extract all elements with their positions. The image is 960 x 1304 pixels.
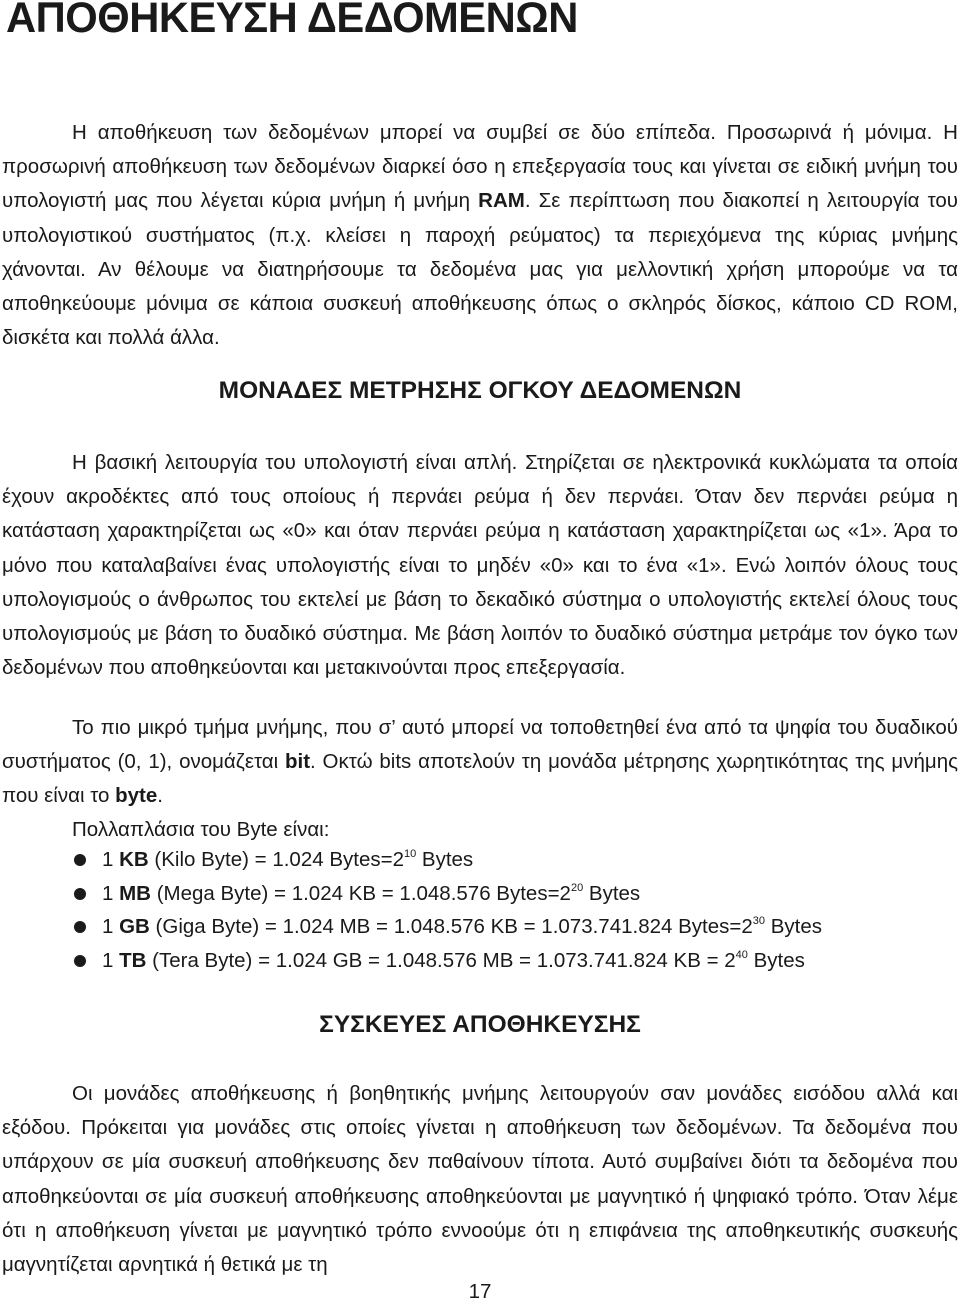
- exponent: 40: [735, 948, 748, 961]
- section-heading-units: ΜΟΝΑΔΕΣ ΜΕΤΡΗΣΗΣ ΟΓΚΟΥ ΔΕΔΟΜΕΝΩΝ: [218, 377, 742, 404]
- exponent: 20: [570, 881, 584, 894]
- unit-abbrev: GB: [119, 915, 150, 938]
- intro-text-1: Η αποθήκευση των δεδομένων μπορεί να συμβεί σε δύο επίπεδα. Προσωρινά ή μόνιμα. Η προσωρινή αποθήκευση των δεδομένων διαρκεί όσο η επεξεργασία τους και γίνεται σε ειδική μνήμη του υπολογιστή μας που λέγεται κύρια μνήμη ή μνήμη: [2, 121, 958, 213]
- list-item: 1 GB (Giga Byte) = 1.024 MB = 1.048.576 KB = 1.073.741.824 $Bytes=2^{30}$ Bytes: [0, 910, 822, 944]
- unit-abbrev: MB: [119, 881, 151, 905]
- unit-abbrev: TB: [119, 948, 147, 972]
- byte-multiples-list: [0, 843, 822, 977]
- ram-term: RAM: [478, 189, 525, 213]
- units-paragraph-2: [2, 711, 958, 814]
- page-number: 17: [468, 1280, 492, 1303]
- list-item: 1 MB (Mega Byte) = 1.024 KB = 1.048.576 $Bytes=2^{20}$ Bytes: [0, 877, 822, 911]
- exponent: 10: [403, 848, 417, 860]
- list-item: 1 KB (Kilo Byte) = 1.024 $Bytes=2^{10}$ Bytes: [0, 843, 822, 877]
- bullet-icon: [74, 921, 86, 933]
- intro-text-2: . Σε περίπτωση που διακοπεί η λειτουργία του υπολογιστικού συστήματος (π.χ. κλείσει η παροχή ρεύματος) τα περιεχόμενα της κύριας μνήμης χάνονται. Αν θέλουμε να διατηρήσουμε τα δεδομένα μας για μελλοντική χρήση μπορούμε να τα αποθηκεύουμε μόνιμα σε κάποια συσκευή αποθήκευσης όπως ο σκληρός δίσκος, κάποιο CD ROM, δισκέτα και πολλά άλλα.: [2, 189, 958, 350]
- byte-term: byte: [115, 784, 158, 808]
- page-title: ΑΠΟΘΗΚΕΥΣΗ ΔΕΔΟΜΕΝΩΝ: [6, 0, 578, 42]
- section-heading-devices: ΣΥΣΚΕΥΕΣ ΑΠΟΘΗΚΕΥΣΗΣ: [319, 1011, 641, 1038]
- bullet-icon: [74, 888, 86, 900]
- units-paragraph-1: Η βασική λειτουργία του υπολογιστή είναι απλή. Στηρίζεται σε ηλεκτρονικά κυκλώματα τα οποία έχουν ακροδέκτες από τους οποίους ή περνάει ρεύμα ή δεν περνάει. Όταν δεν περνάει ρεύμα η κατάσταση χαρακτηρίζεται ως «0» και όταν περνάει ρεύμα η κατάσταση χαρακτηρίζεται ως «1». Άρα το μόνο που καταλαβαίνει ένας υπολογιστής είναι το μηδέν «0» και το ένα «1». Ενώ λοιπόν όλους τους υπολογισμούς ο άνθρωπος του εκτελεί με βάση το δεκαδικό σύστημα ο υπολογιστής εκτελεί όλους τους υπολογισμούς με βάση το δυαδικό σύστημα. Με βάση λοιπόν το δυαδικό σύστημα μετράμε τον όγκο των δεδομένων που αποθηκεύονται και μετακινούνται προς επεξεργασία.: [2, 451, 958, 680]
- unit-abbrev: KB: [119, 848, 149, 871]
- bit-term: bit: [285, 750, 311, 774]
- units-p2-text-3: .: [157, 784, 163, 808]
- exponent: 30: [752, 915, 765, 927]
- list-item: 1 TB (Tera Byte) = 1.024 GB = 1.048.576 MB = 1.073.741.824 KB = $2^{40}$ Bytes: [0, 944, 822, 978]
- bullet-icon: [74, 854, 86, 866]
- multiples-intro: Πολλαπλάσια του Byte είναι:: [72, 818, 330, 841]
- bullet-icon: [74, 955, 86, 967]
- units-p2-text-1: Το πιο μικρό τμήμα μνήμης, που σ’ αυτό μπορεί να τοποθετηθεί ένα από τα ψηφία του δυαδικού συστήματος (0, 1), ονομάζεται: [2, 716, 958, 774]
- intro-paragraph: [2, 116, 958, 355]
- devices-paragraph: Οι μονάδες αποθήκευσης ή βοηθητικής μνήμης λειτουργούν σαν μονάδες εισόδου αλλά και εξόδου. Πρόκειται για μονάδες στις οποίες γίνεται η αποθήκευση των δεδομένων. Τα δεδομένα που υπάρχουν σε μία συσκευή αποθήκευσης δεν παθαίνουν τίποτα. Αυτό συμβαίνει διότι τα δεδομένα που αποθηκεύονται σε μία συσκευή αποθήκευσης αποθηκεύονται με μαγνητικό ή ψηφιακό τρόπο. Όταν λέμε ότι η αποθήκευση γίνεται με μαγνητικό τρόπο εννοούμε ότι η επιφάνεια της αποθηκευτικής συσκευής μαγνητίζεται αρνητικά ή θετικά με τη: [2, 1082, 958, 1277]
- units-p2-text-2: . Οκτώ bits αποτελούν τη μονάδα μέτρησης χωρητικότητας της μνήμης που είναι το: [2, 750, 958, 808]
